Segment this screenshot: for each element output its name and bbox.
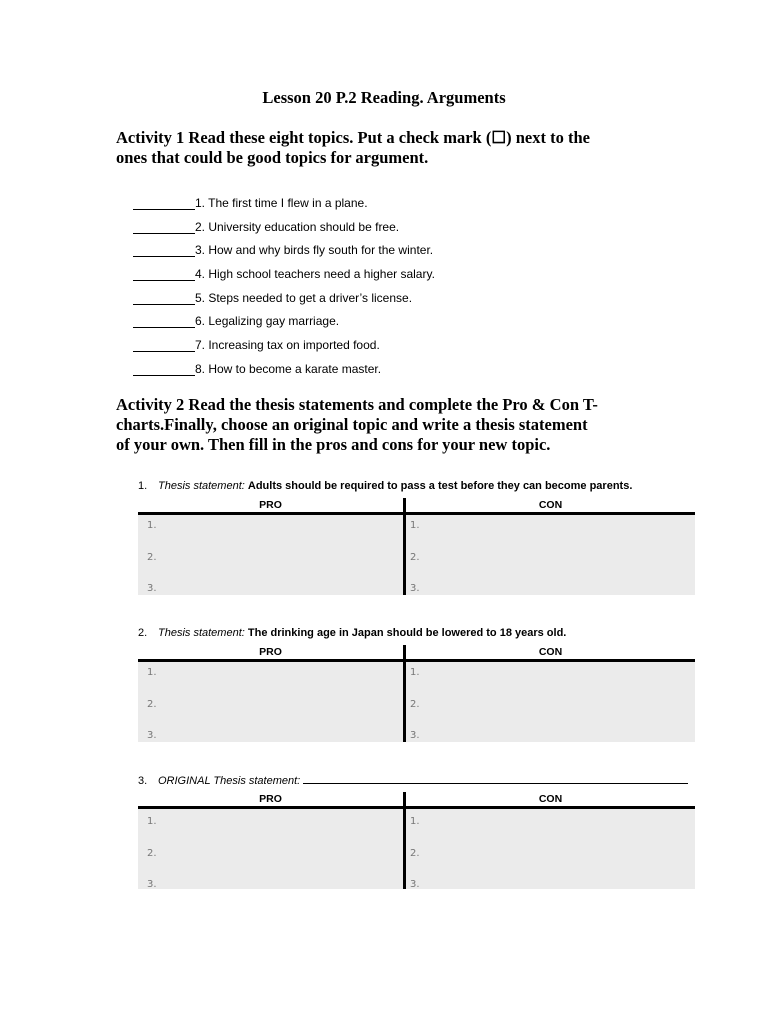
con-item-number: 3. xyxy=(410,730,420,741)
tchart-header xyxy=(138,792,695,806)
activity-2-line: charts.Finally, choose an original topic and write a thesis statement xyxy=(116,415,588,434)
tchart-horizontal-rule xyxy=(138,806,695,809)
tchart-horizontal-rule xyxy=(138,512,695,515)
con-panel[interactable] xyxy=(406,662,695,742)
tchart-vertical-rule xyxy=(403,792,406,889)
topic-item: 2. University education should be free. xyxy=(133,219,435,243)
pro-heading: PRO xyxy=(259,646,282,658)
topic-item: 8. How to become a karate master. xyxy=(133,361,435,385)
con-heading: CON xyxy=(538,793,563,805)
con-heading: CON xyxy=(538,646,563,658)
pro-con-tchart xyxy=(138,498,695,600)
thesis-answer-line[interactable] xyxy=(303,774,688,784)
thesis-statement: 2. Thesis statement: The drinking age in Japan should be lowered to 18 years old. xyxy=(138,627,567,639)
tchart-header xyxy=(138,645,695,659)
answer-blank[interactable] xyxy=(133,361,195,376)
pro-con-tchart xyxy=(138,792,695,894)
pro-panel[interactable] xyxy=(138,515,403,595)
thesis-statement: 1. Thesis statement: Adults should be required to pass a test before they can become parents. xyxy=(138,480,633,492)
answer-blank[interactable] xyxy=(133,337,195,352)
con-item-number: 1. xyxy=(410,667,420,678)
pro-panel[interactable] xyxy=(138,662,403,742)
con-heading: CON xyxy=(538,499,563,511)
con-item-number: 2. xyxy=(410,699,420,710)
tchart-section-3 xyxy=(138,774,695,894)
activity-2-line: Activity 2 Read the thesis statements and complete the Pro & Con T- xyxy=(116,395,598,414)
pro-item-number: 2. xyxy=(147,848,157,859)
activity-2-line: of your own. Then fill in the pros and cons for your new topic. xyxy=(116,435,551,454)
pro-heading: PRO xyxy=(259,499,282,511)
activity-1-line: Activity 1 Read these eight topics. Put a check mark (☐) next to the xyxy=(116,128,590,147)
tchart-section-1 xyxy=(138,480,695,600)
con-item-number: 3. xyxy=(410,879,420,890)
pro-item-number: 2. xyxy=(147,699,157,710)
pro-con-tchart xyxy=(138,645,695,747)
activity-1-line: ones that could be good topics for argument. xyxy=(116,148,429,167)
con-panel[interactable] xyxy=(406,809,695,889)
answer-blank[interactable] xyxy=(133,290,195,305)
topic-item: 3. How and why birds fly south for the winter. xyxy=(133,242,435,266)
activity-1-instructions xyxy=(116,128,656,168)
con-panel[interactable] xyxy=(406,515,695,595)
topic-list xyxy=(133,195,435,385)
con-item-number: 1. xyxy=(410,520,420,531)
thesis-statement: 3. ORIGINAL Thesis statement: xyxy=(138,774,695,792)
topic-item: 6. Legalizing gay marriage. xyxy=(133,313,435,337)
tchart-horizontal-rule xyxy=(138,659,695,662)
answer-blank[interactable] xyxy=(133,266,195,281)
pro-heading: PRO xyxy=(259,793,282,805)
pro-item-number: 1. xyxy=(147,667,157,678)
answer-blank[interactable] xyxy=(133,313,195,328)
pro-item-number: 3. xyxy=(147,879,157,890)
topic-item: 4. High school teachers need a higher salary. xyxy=(133,266,435,290)
tchart-header xyxy=(138,498,695,512)
answer-blank[interactable] xyxy=(133,242,195,257)
pro-item-number: 1. xyxy=(147,816,157,827)
tchart-section-2 xyxy=(138,627,695,747)
topic-item: 1. The first time I flew in a plane. xyxy=(133,195,435,219)
pro-item-number: 1. xyxy=(147,520,157,531)
pro-panel[interactable] xyxy=(138,809,403,889)
con-item-number: 2. xyxy=(410,848,420,859)
answer-blank[interactable] xyxy=(133,195,195,210)
pro-item-number: 3. xyxy=(147,730,157,741)
answer-blank[interactable] xyxy=(133,219,195,234)
pro-item-number: 2. xyxy=(147,552,157,563)
tchart-vertical-rule xyxy=(403,645,406,742)
topic-item: 5. Steps needed to get a driver’s license. xyxy=(133,290,435,314)
topic-item: 7. Increasing tax on imported food. xyxy=(133,337,435,361)
con-item-number: 1. xyxy=(410,816,420,827)
tchart-vertical-rule xyxy=(403,498,406,595)
con-item-number: 2. xyxy=(410,552,420,563)
page-title: Lesson 20 P.2 Reading. Arguments xyxy=(262,88,506,107)
activity-2-instructions xyxy=(116,395,656,455)
pro-item-number: 3. xyxy=(147,583,157,594)
con-item-number: 3. xyxy=(410,583,420,594)
